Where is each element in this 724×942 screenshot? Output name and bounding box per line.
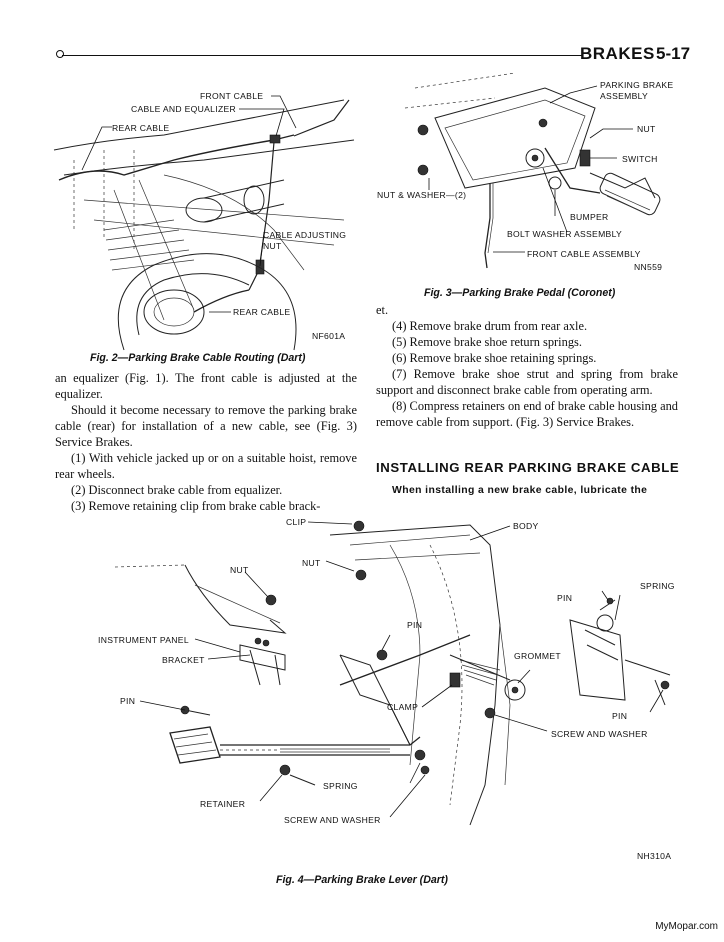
header-rule-end-mark: [56, 50, 64, 58]
paragraph: (6) Remove brake shoe retaining springs.: [392, 351, 597, 365]
section-heading: INSTALLING REAR PARKING BRAKE CABLE: [376, 460, 680, 475]
page-number: 5-17: [656, 44, 691, 63]
paragraph: (7) Remove brake shoe strut and spring from brake support and disconnect brake cable from operating arm.: [376, 367, 678, 397]
fig2-label-front-cable: FRONT CABLE: [200, 91, 264, 101]
fig4-label-clip: CLIP: [286, 517, 307, 527]
paragraph: (5) Remove brake shoe return springs.: [392, 335, 582, 349]
fig3-label-nut: NUT: [637, 124, 656, 134]
fig4-code: NH310A: [637, 851, 672, 861]
paragraph: an equalizer (Fig. 1). The front cable is adjusted at the equalizer.: [55, 371, 357, 401]
right-column-text: [376, 302, 678, 430]
fig4-label-pin-right-bottom: PIN: [612, 711, 628, 721]
paragraph: (3) Remove retaining clip from brake cable brack-: [71, 499, 321, 513]
fig2-label-cable-adjusting: CABLE ADJUSTING: [263, 230, 347, 240]
section-title: BRAKES: [580, 44, 655, 63]
paragraph: (1) With vehicle jacked up or on a suitable hoist, remove rear wheels.: [55, 451, 357, 481]
paragraph: (8) Compress retainers on end of brake cable housing and remove cable from support. (Fig. 3) Service Brakes.: [376, 399, 678, 429]
fig3-label-assembly: ASSEMBLY: [600, 91, 649, 101]
left-column-text: [55, 370, 357, 514]
fig3-caption: Fig. 3—Parking Brake Pedal (Coronet): [424, 287, 616, 299]
paragraph: (2) Disconnect brake cable from equalizer.: [71, 483, 283, 497]
fig3-label-bolt-washer-assembly: BOLT WASHER ASSEMBLY: [507, 229, 623, 239]
section-lead-text: When installing a new brake cable, lubricate the: [392, 485, 648, 496]
fig4-label-grommet: GROMMET: [514, 651, 561, 661]
fig3-label-bumper: BUMPER: [570, 212, 609, 222]
fig2-illustration: [44, 80, 364, 350]
fig4-label-nut-upper: NUT: [302, 558, 321, 568]
fig4-label-spring-bottom: SPRING: [323, 781, 358, 791]
fig4-label-spring-right: SPRING: [640, 581, 675, 591]
fig2-label-rear-cable-top: REAR CABLE: [112, 123, 170, 133]
fig3-label-nut-washer: NUT & WASHER—(2): [377, 190, 467, 200]
fig3-label-front-cable-assembly: FRONT CABLE ASSEMBLY: [527, 249, 641, 259]
paragraph: (4) Remove brake drum from rear axle.: [392, 319, 588, 333]
fig2-label-cable-and-equalizer: CABLE AND EQUALIZER: [131, 104, 237, 114]
fig4-label-body: BODY: [513, 521, 539, 531]
fig4-label-bracket: BRACKET: [162, 655, 205, 665]
fig4-label-pin-right-top: PIN: [557, 593, 573, 603]
fig4-label-pin-center: PIN: [407, 620, 423, 630]
fig4-illustration: [90, 505, 690, 845]
fig3-line-art: [395, 78, 680, 278]
fig4-label-clamp: CLAMP: [387, 702, 419, 712]
fig4-label-screw-and-washer-right: SCREW AND WASHER: [551, 729, 648, 739]
paragraph: et.: [376, 303, 389, 317]
fig2-label-rear-cable-bottom: REAR CABLE: [233, 307, 291, 317]
header-rule: [62, 55, 582, 56]
fig3-label-switch: SWITCH: [622, 154, 658, 164]
fig3-label-parking-brake: PARKING BRAKE: [600, 80, 674, 90]
fig4-label-retainer: RETAINER: [200, 799, 246, 809]
fig2-line-art: [44, 80, 364, 350]
fig4-label-nut-left: NUT: [230, 565, 249, 575]
fig4-label-pin-left: PIN: [120, 696, 136, 706]
watermark: MyMopar.com: [655, 921, 718, 932]
fig4-line-art: [90, 505, 690, 845]
fig4-caption: Fig. 4—Parking Brake Lever (Dart): [276, 874, 448, 886]
fig4-label-instrument-panel: INSTRUMENT PANEL: [98, 635, 189, 645]
fig3-code: NN559: [634, 262, 663, 272]
paragraph: Should it become necessary to remove the parking brake cable (rear) for installation of a new cable, see (Fig. 3) Service Brakes.: [55, 403, 357, 449]
fig2-label-nut: NUT: [263, 241, 282, 251]
fig2-caption: Fig. 2—Parking Brake Cable Routing (Dart): [90, 352, 306, 364]
fig3-illustration: [395, 78, 680, 278]
fig2-code: NF601A: [312, 331, 346, 341]
fig4-label-screw-and-washer-bottom: SCREW AND WASHER: [284, 815, 381, 825]
